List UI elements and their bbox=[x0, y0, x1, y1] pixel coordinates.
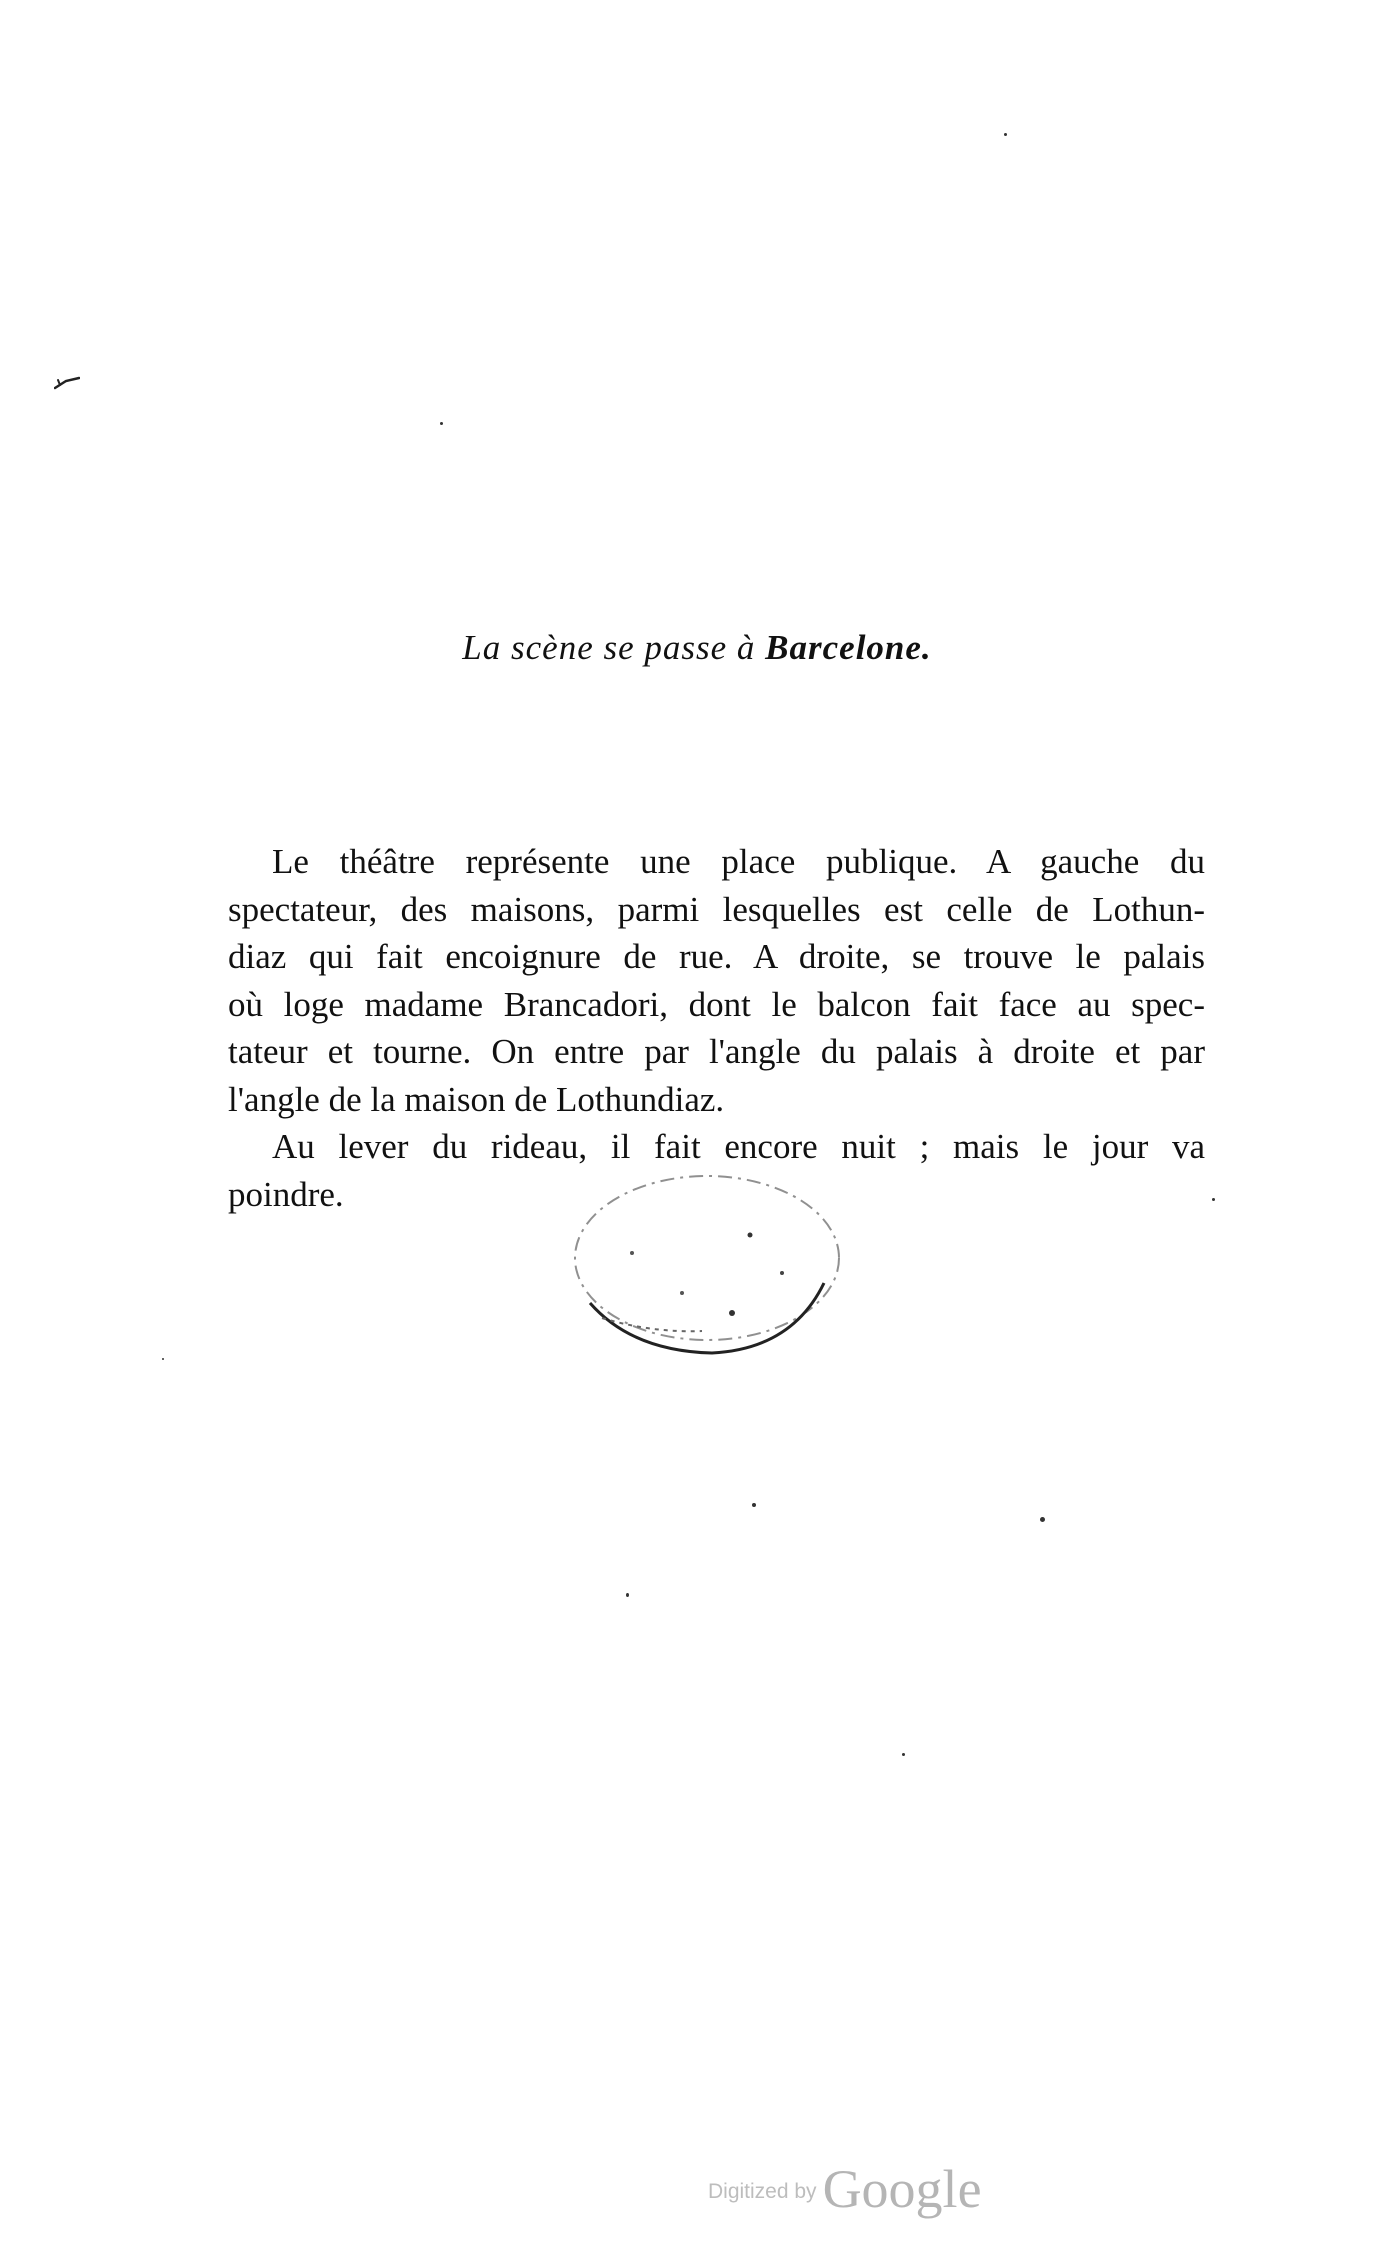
paragraph-line: l'angle de la maison de Lothundiaz. bbox=[228, 1079, 725, 1119]
google-logo: Google bbox=[822, 2159, 982, 2219]
speck bbox=[1004, 133, 1007, 136]
stage-directions bbox=[228, 838, 1205, 1218]
digitized-by-label: Digitized by bbox=[708, 2180, 817, 2203]
library-stamp-icon bbox=[562, 1163, 852, 1363]
scene-location-heading bbox=[0, 628, 1394, 668]
paragraph-line: où loge madame Brancadori, dont le balcon fait face au spec- bbox=[228, 984, 1205, 1024]
paragraph-line: diaz qui fait encoignure de rue. A droite, se trouve le palais bbox=[228, 937, 1205, 976]
digitized-footer bbox=[708, 2156, 982, 2219]
paragraph-line: tateur et tourne. On entre par l'angle du palais à droite et par bbox=[228, 1032, 1205, 1071]
paragraph-line: poindre. bbox=[228, 1174, 344, 1214]
speck bbox=[752, 1503, 756, 1507]
speck bbox=[440, 422, 443, 425]
paragraph-line: spectateur, des maisons, parmi lesquelles est celle de Lothun- bbox=[228, 889, 1205, 929]
speck bbox=[1040, 1517, 1045, 1522]
heading-prefix: La scène se passe à bbox=[462, 628, 756, 667]
paragraph-line: Le théâtre représente une place publique. A gauche du bbox=[272, 842, 1205, 881]
speck bbox=[162, 1358, 164, 1360]
speck bbox=[902, 1753, 905, 1756]
paragraph-line: Au lever du rideau, il fait encore nuit ; mais le jour va bbox=[272, 1127, 1205, 1166]
heading-city: Barcelone. bbox=[765, 628, 932, 667]
stray-pen-mark-icon bbox=[54, 376, 80, 390]
speck bbox=[1212, 1198, 1215, 1201]
speck bbox=[626, 1593, 629, 1597]
